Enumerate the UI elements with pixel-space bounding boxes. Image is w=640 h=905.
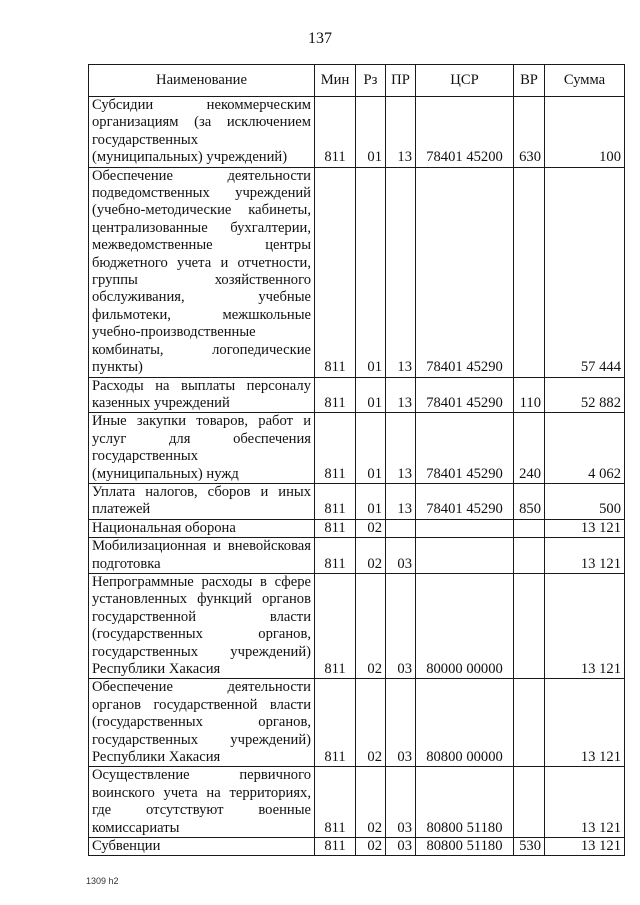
header-vr: ВР	[514, 65, 545, 97]
row-csr: 78401 45290	[416, 483, 514, 519]
row-pr: 13	[386, 413, 416, 484]
row-name: Обеспечение деятельности подведомственных учреждений (учебно-методические кабинеты, централизованные бухгалтерии, межведомственные центры бюджетного учета и отчетности, группы хозяйственного обслуживания, учебные фильмотеки, межшкольные учебно-производственные комбинаты, логопедические пункты)	[89, 167, 315, 377]
row-min: 811	[315, 838, 356, 856]
row-vr	[514, 679, 545, 767]
row-sum: 100	[545, 97, 625, 168]
row-vr	[514, 519, 545, 537]
row-csr: 80800 51180	[416, 838, 514, 856]
row-pr: 13	[386, 483, 416, 519]
row-vr: 110	[514, 377, 545, 413]
row-name: Субвенции	[89, 838, 315, 856]
header-sum: Сумма	[545, 65, 625, 97]
footer-code: 1309 h2	[86, 876, 119, 886]
table-row	[89, 838, 625, 856]
row-csr: 80000 00000	[416, 573, 514, 678]
row-name: Иные закупки товаров, работ и услуг для обеспечения государственных (муниципальных) нужд	[89, 413, 315, 484]
header-rz: Рз	[356, 65, 386, 97]
row-min: 811	[315, 767, 356, 838]
row-csr: 78401 45290	[416, 377, 514, 413]
row-sum: 13 121	[545, 519, 625, 537]
row-vr: 630	[514, 97, 545, 168]
row-name: Субсидии некоммерческим организациям (за исключением государственных (муниципальных) учреждений)	[89, 97, 315, 168]
row-rz: 01	[356, 97, 386, 168]
row-pr: 03	[386, 838, 416, 856]
row-pr: 13	[386, 167, 416, 377]
table-header-row	[89, 65, 625, 97]
row-csr: 78401 45290	[416, 167, 514, 377]
row-rz: 01	[356, 413, 386, 484]
row-sum: 4 062	[545, 413, 625, 484]
table-row	[89, 167, 625, 377]
row-min: 811	[315, 483, 356, 519]
row-rz: 02	[356, 838, 386, 856]
row-name: Мобилизационная и вневойсковая подготовка	[89, 538, 315, 574]
row-rz: 01	[356, 377, 386, 413]
row-name: Обеспечение деятельности органов государственной власти (государственных органов, государственных учреждений) Республики Хакасия	[89, 679, 315, 767]
row-csr	[416, 538, 514, 574]
row-rz: 01	[356, 167, 386, 377]
row-rz: 01	[356, 483, 386, 519]
row-name: Расходы на выплаты персоналу казенных учреждений	[89, 377, 315, 413]
row-csr	[416, 519, 514, 537]
row-pr: 03	[386, 767, 416, 838]
header-name: Наименование	[89, 65, 315, 97]
row-rz: 02	[356, 538, 386, 574]
row-pr: 03	[386, 679, 416, 767]
row-pr: 13	[386, 377, 416, 413]
row-rz: 02	[356, 767, 386, 838]
table-row	[89, 519, 625, 537]
budget-table	[88, 64, 625, 856]
row-csr: 78401 45290	[416, 413, 514, 484]
row-vr	[514, 573, 545, 678]
row-sum: 500	[545, 483, 625, 519]
row-vr	[514, 767, 545, 838]
row-sum: 13 121	[545, 679, 625, 767]
page-number: 137	[308, 30, 332, 47]
row-min: 811	[315, 413, 356, 484]
row-vr	[514, 538, 545, 574]
row-min: 811	[315, 167, 356, 377]
header-min: Мин	[315, 65, 356, 97]
table-row	[89, 767, 625, 838]
row-vr: 530	[514, 838, 545, 856]
row-sum: 13 121	[545, 838, 625, 856]
header-pr: ПР	[386, 65, 416, 97]
row-sum: 13 121	[545, 767, 625, 838]
header-csr: ЦСР	[416, 65, 514, 97]
table-row	[89, 97, 625, 168]
row-rz: 02	[356, 519, 386, 537]
row-csr: 78401 45200	[416, 97, 514, 168]
row-csr: 80800 51180	[416, 767, 514, 838]
table-row	[89, 413, 625, 484]
row-name: Осуществление первичного воинского учета на территориях, где отсутствуют военные комиссариаты	[89, 767, 315, 838]
row-name: Непрограммные расходы в сфере установленных функций органов государственной власти (государственных органов, государственных учреждений) Республики Хакасия	[89, 573, 315, 678]
row-rz: 02	[356, 679, 386, 767]
row-min: 811	[315, 573, 356, 678]
row-sum: 13 121	[545, 538, 625, 574]
row-sum: 13 121	[545, 573, 625, 678]
row-name: Национальная оборона	[89, 519, 315, 537]
row-pr	[386, 519, 416, 537]
row-name: Уплата налогов, сборов и иных платежей	[89, 483, 315, 519]
row-rz: 02	[356, 573, 386, 678]
table-row	[89, 573, 625, 678]
row-sum: 52 882	[545, 377, 625, 413]
table-row	[89, 377, 625, 413]
row-min: 811	[315, 679, 356, 767]
row-vr: 240	[514, 413, 545, 484]
row-pr: 03	[386, 573, 416, 678]
row-sum: 57 444	[545, 167, 625, 377]
row-min: 811	[315, 97, 356, 168]
row-min: 811	[315, 377, 356, 413]
row-vr	[514, 167, 545, 377]
row-min: 811	[315, 538, 356, 574]
table-row	[89, 679, 625, 767]
row-vr: 850	[514, 483, 545, 519]
row-csr: 80800 00000	[416, 679, 514, 767]
row-pr: 13	[386, 97, 416, 168]
table-row	[89, 483, 625, 519]
row-min: 811	[315, 519, 356, 537]
row-pr: 03	[386, 538, 416, 574]
table-row	[89, 538, 625, 574]
